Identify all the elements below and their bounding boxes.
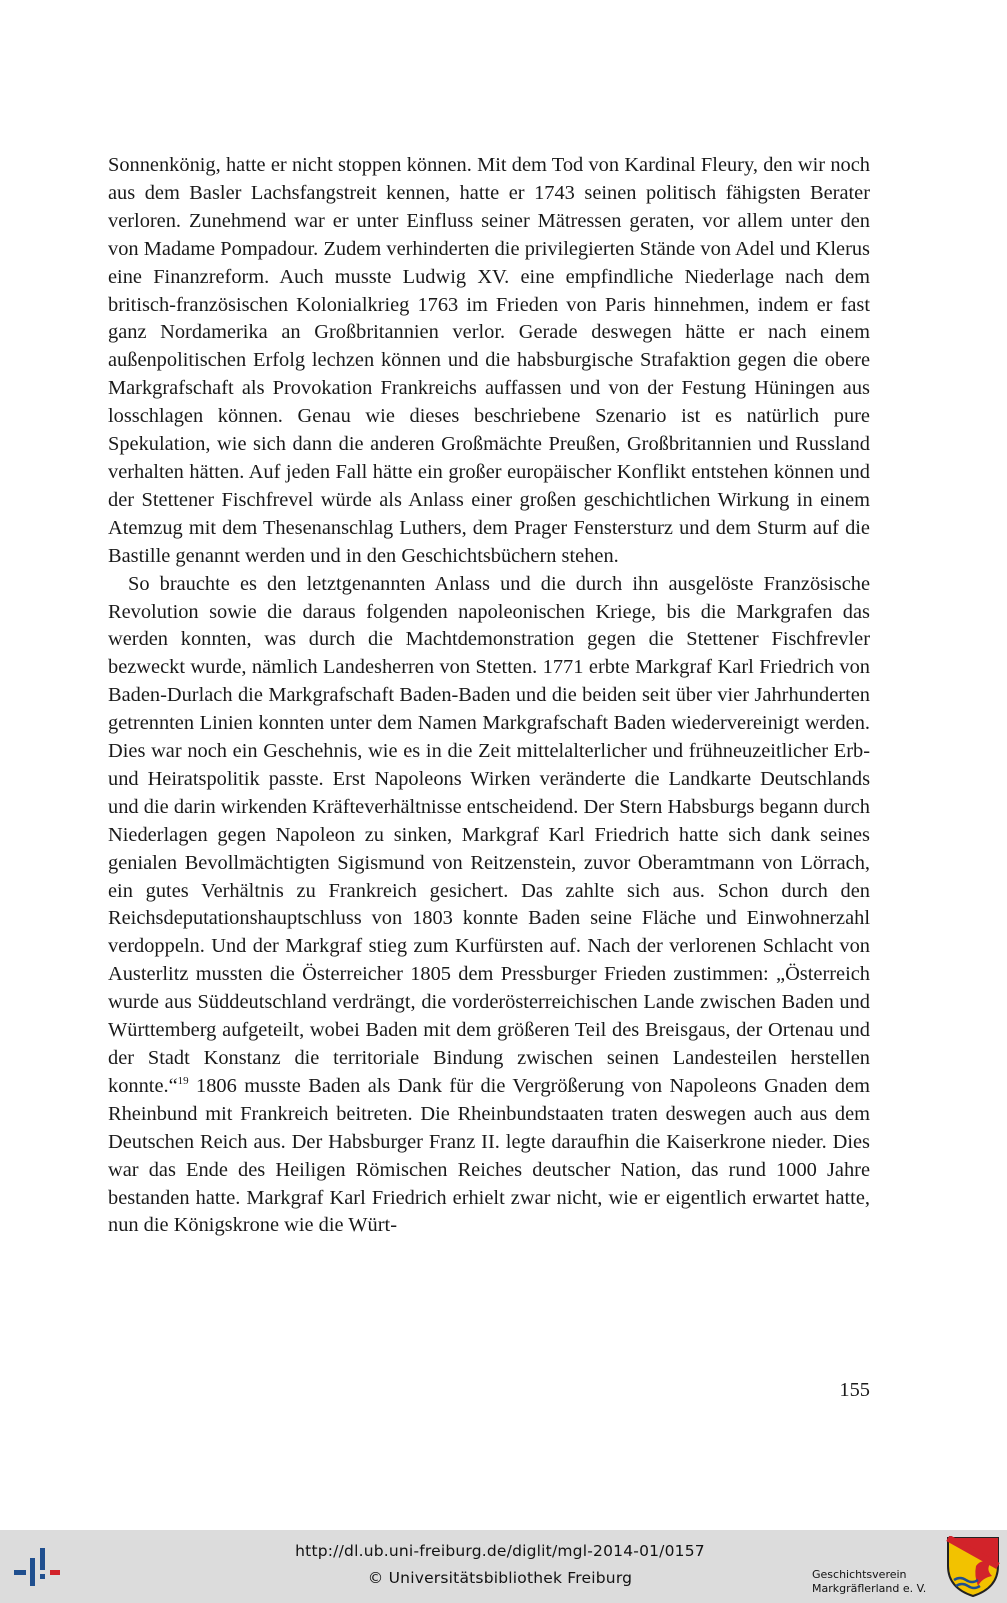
society-name-line-1: Geschichtsverein [812,1568,907,1581]
markgraeflerland-crest-icon[interactable] [946,1536,1000,1598]
footnote-reference[interactable]: 19 [177,1075,189,1088]
footer-url-link[interactable]: http://dl.ub.uni-freiburg.de/diglit/mgl-2014-01/0157 [295,1542,705,1560]
paragraph-2-tail: 1806 musste Baden als Dank für die Vergrößerung von Napoleons Gnaden dem Rheinbund mit Frankreich beitreten. Die Rheinbundstaaten traten deswegen auch aus dem Deutschen Reich aus. Der Habsburger Franz II. legte daraufhin die Kaiserkrone nieder. Dies war das Ende des Heiligen Römischen Reiches deutscher Nation, das rund 1000 Jahre bestanden hatte. Markgraf Karl Friedrich erhielt zwar nicht, wie er eigentlich erwartet hatte, nun die Königskrone wie die Würt- [108,1074,870,1237]
paragraph-2-text: So brauchte es den letztgenannten Anlass und die durch ihn ausgelöste Französische Revolution sowie die daraus folgenden napoleonischen Kriege, bis die Markgrafen das werden konnten, was durch die Machtdemonstration gegen die Stettener Fischfrevler bezweckt wurde, nämlich Landesherren von Stetten. 1771 erbte Markgraf Karl Friedrich von Baden-Durlach die Markgrafschaft Baden-Baden und die beiden seit über vier Jahrhunderten getrennten Linien konnten unter dem Namen Markgrafschaft Baden wiedervereinigt werden. Dies war noch ein Geschehnis, wie es in die Zeit mittelalterlicher und frühneuzeitlicher Erb- und Heiratspolitik passte. Erst Napoleons Wirken veränderte die Landkarte Deutschlands und die darin wirkenden Kräfteverhältnisse entscheidend. Der Stern Habsburgs begann durch Niederlagen gegen Napoleon zu sinken, Markgraf Karl Friedrich hatte sich dank seines genialen Bevollmächtigten Sigismund von Reitzenstein, zuvor Oberamtmann von Lörrach, ein gutes Verhältnis zu Frankreich gesichert. Das zahlte sich aus. Schon durch den Reichsdeputationshauptschluss von 1803 konnte Baden seine Fläche und Einwohnerzahl verdoppeln. Und der Markgraf stieg zum Kurfürsten auf. Nach der verlorenen Schlacht von Austerlitz mussten die Österreicher 1805 dem Pressburger Frieden zustimmen: „Österreich wurde aus Süddeutschland verdrängt, die vorderösterreichischen Lande zwischen Baden und Württemberg aufgeteilt, wobei Baden mit dem größeren Teil des Breisgaus, der Ortenau und der Stadt Konstanz die territoriale Bindung zwischen seinen Landesteilen herstellen konnte.“ [108,572,870,1097]
footer-citation [180,1538,820,1592]
page-number: 155 [839,1379,870,1401]
paragraph-2 [108,571,870,1241]
footer-copyright: © Universitätsbibliothek Freiburg [367,1569,633,1587]
society-name [812,1568,942,1596]
paragraph-1: Sonnenkönig, hatte er nicht stoppen können. Mit dem Tod von Kardinal Fleury, den wir noch aus dem Basler Lachsfangstreit kennen, hatte er 1743 seinen politisch fähigsten Berater verloren. Zunehmend war er unter Einfluss seiner Mätressen geraten, vor allem unter den von Madame Pompadour. Zudem verhinderten die privilegierten Stände von Adel und Klerus eine Finanzreform. Auch musste Ludwig XV. eine empfindliche Niederlage nach dem britisch-französischen Kolonialkrieg 1763 im Frieden von Paris hinnehmen, indem er fast ganz Nordamerika an Großbritannien verlor. Gerade deswegen hätte er nach einem außenpolitischen Erfolg lechzen können und die habsburgische Strafaktion gegen die obere Markgrafschaft als Provokation Frankreichs auffassen und von der Festung Hüningen aus losschlagen können. Genau wie dieses beschriebene Szenario ist es natürlich pure Spekulation, wie sich dann die anderen Großmächte Preußen, Großbritannien und Russland verhalten hätten. Auf jeden Fall hätte ein großer europäischer Konflikt entstehen können und der Stettener Fischfrevel würde als Anlass einer großen geschichtlichen Wirkung in einem Atemzug mit dem Thesenanschlag Luthers, dem Prager Fenstersturz und dem Sturm auf die Bastille genannt werden und in den Geschichtsbüchern stehen. [108,154,870,567]
society-name-line-2: Markgräflerland e. V. [812,1582,927,1595]
document-body [108,152,870,1240]
footer-bar [0,1530,1007,1603]
ub-freiburg-logo-icon[interactable] [14,1548,66,1588]
